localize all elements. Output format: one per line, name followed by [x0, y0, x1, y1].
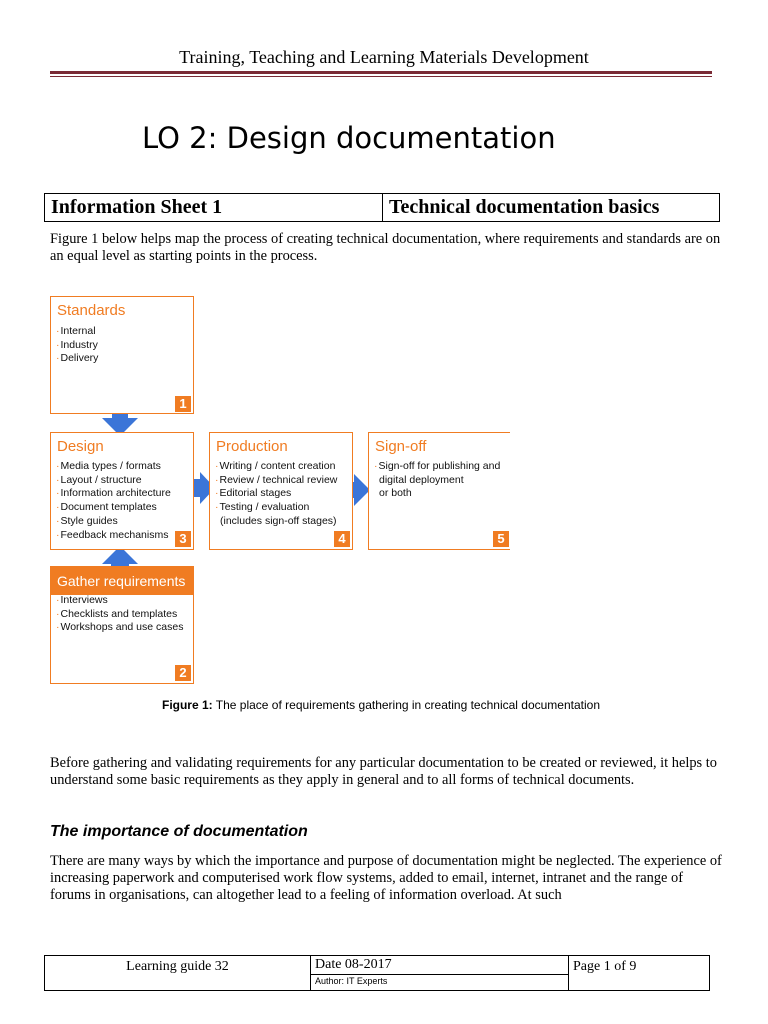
info-sheet-topic: Technical documentation basics: [389, 196, 660, 218]
list-item: ·Interviews: [56, 594, 108, 606]
production-box: [209, 432, 353, 550]
signoff-list: [374, 460, 500, 501]
list-item: (includes sign-off stages): [220, 514, 337, 527]
body-paragraph-importance: There are many ways by which the importance and purpose of documentation might be neglected. The experience of increasing paperwork and computerised work flow systems, added to email, internet, intranet and the range of forums in organisations, can altogether lead to a feeling of information overload. At such: [50, 853, 722, 903]
design-box: [50, 432, 194, 550]
production-list: [215, 460, 337, 529]
standards-title: Standards: [57, 302, 126, 319]
list-item: or both: [379, 487, 412, 500]
signoff-box: [368, 432, 510, 550]
list-item: digital deployment: [379, 473, 464, 486]
standards-list: [56, 325, 98, 366]
list-item: ·Delivery: [56, 352, 99, 365]
signoff-title: Sign-off: [375, 438, 427, 455]
gather-requirements-box: [50, 566, 194, 684]
list-item: ·Review / technical review: [215, 473, 338, 486]
list-item: ·Sign-off for publishing and: [374, 460, 501, 472]
info-sheet-label: Information Sheet 1: [45, 194, 383, 221]
intro-paragraph: Figure 1 below helps map the process of creating technical documentation, where requirements and standards are on an equal level as starting points in the process.: [50, 231, 721, 264]
list-item: ·Editorial stages: [215, 487, 292, 500]
step-number: 4: [334, 531, 350, 547]
running-header: Training, Teaching and Learning Materials Development: [179, 47, 589, 67]
design-list: [56, 460, 171, 542]
list-item: ·Style guides: [56, 514, 118, 527]
list-item: ·Industry: [56, 338, 98, 351]
list-item: ·Testing / evaluation: [215, 501, 310, 514]
list-item: ·Layout / structure: [56, 473, 142, 486]
caption-label: Figure 1:: [161, 698, 213, 712]
footer-table: [44, 955, 710, 991]
gather-title: Gather requirements: [57, 573, 186, 589]
step-number: 2: [175, 665, 191, 681]
list-item: ·Workshops and use cases: [56, 621, 184, 634]
list-item: ·Writing / content creation: [215, 460, 336, 472]
standards-box: [50, 296, 194, 414]
page-title: LO 2: Design documentation: [142, 121, 556, 155]
list-item: ·Media types / formats: [56, 460, 161, 472]
step-number: 3: [175, 531, 191, 547]
footer-author: Author: IT Experts: [315, 976, 388, 986]
list-item: ·Feedback mechanisms: [56, 528, 169, 541]
production-title: Production: [216, 438, 288, 455]
footer-date-cell: [311, 956, 569, 990]
section-heading: The importance of documentation: [50, 823, 308, 840]
step-number: 1: [175, 396, 191, 412]
list-item: ·Checklists and templates: [56, 607, 178, 620]
footer-date: Date 08-2017: [311, 956, 568, 975]
caption-text: The place of requirements gathering in creating technical documentation: [212, 698, 601, 712]
list-item: ·Internal: [56, 325, 96, 337]
body-paragraph: Before gathering and validating requirements for any particular documentation to be created or reviewed, it helps to understand some basic requirements as they apply in general and to all forms of technical documents.: [50, 755, 717, 788]
footer-learning-guide: Learning guide 32: [45, 956, 311, 990]
footer-page-number: Page 1 of 9: [573, 959, 637, 974]
design-title: Design: [57, 438, 104, 455]
step-number: 5: [493, 531, 509, 547]
gather-header-band: [51, 567, 193, 595]
gather-list: [56, 594, 183, 635]
figure-caption: [0, 698, 762, 712]
list-item: ·Document templates: [56, 501, 157, 514]
list-item: ·Information architecture: [56, 487, 171, 500]
